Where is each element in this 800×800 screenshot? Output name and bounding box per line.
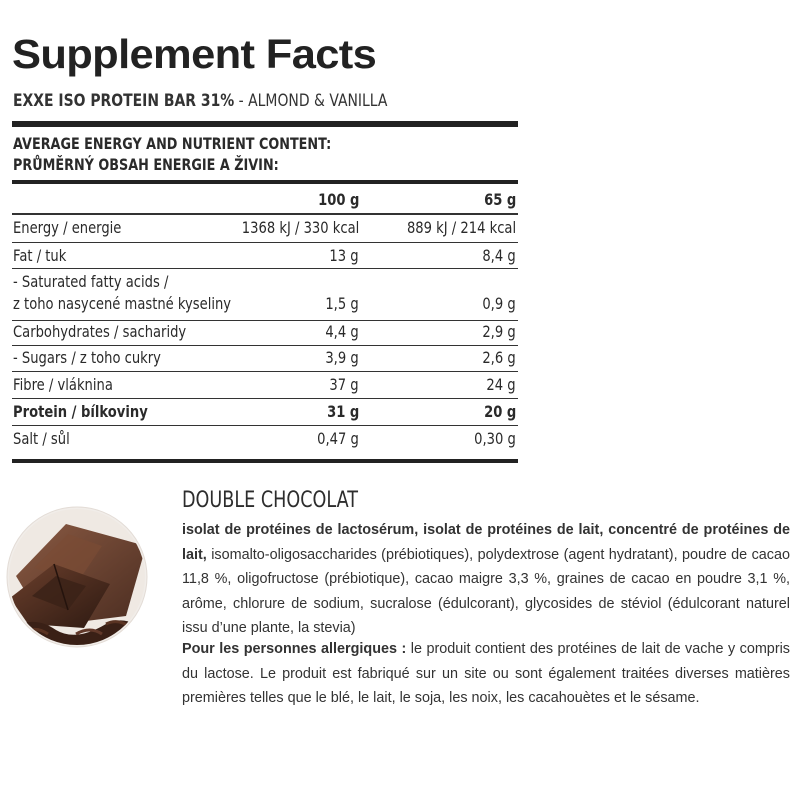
value-65g: 0,30 g bbox=[474, 429, 516, 448]
value-100g: 1368 kJ / 330 kcal bbox=[241, 218, 359, 237]
allergy-text bbox=[182, 637, 790, 711]
allergy-rest: le produit contient des protéines de lait de vache y compris du lactose. Le produit est fabriqué sur un site ou sont également traitées diverses matières premières telles que le blé, le lait, le soja, les noix, les cacahouètes et le sésame. bbox=[182, 641, 790, 706]
value-100g: 0,47 g bbox=[317, 429, 359, 448]
heading-rule bbox=[12, 180, 518, 184]
table-row bbox=[12, 218, 518, 240]
row-label: Fibre / vláknina bbox=[13, 375, 113, 394]
nutrient-heading-en: AVERAGE ENERGY AND NUTRIENT CONTENT: bbox=[13, 134, 332, 153]
row-label: Fat / tuk bbox=[13, 246, 67, 265]
value-65g: 0,9 g bbox=[482, 294, 516, 313]
row-divider bbox=[12, 345, 518, 346]
table-row bbox=[12, 272, 518, 320]
row-divider bbox=[12, 268, 518, 269]
row-divider bbox=[12, 398, 518, 399]
ingredients-text bbox=[182, 518, 790, 641]
value-65g: 2,9 g bbox=[482, 322, 516, 341]
row-label: Protein / bílkoviny bbox=[13, 402, 148, 421]
ingredients-rest: isomalto-oligosaccharides (prébiotiques), polydextrose (agent hydratant), poudre de cacao 11,8 %, oligofructose (prébiotique), cacao maigre 3,3 %, graines de cacao en poudre 3,1 %, arôme, chlorure de sodium, sucralose (édulcorant), glycosides de stéviol (édulcorant naturel issu d’une plante, la stevia) bbox=[182, 546, 790, 636]
row-label: Salt / sůl bbox=[13, 429, 70, 448]
row-label-line2: z toho nasycené mastné kyseliny bbox=[13, 294, 232, 313]
column-header-100g: 100 g bbox=[317, 190, 359, 209]
row-divider bbox=[12, 213, 518, 215]
value-100g: 4,4 g bbox=[325, 322, 359, 341]
row-label: Carbohydrates / sacharidy bbox=[13, 322, 187, 341]
supplement-facts-title: Supplement Facts bbox=[12, 31, 377, 77]
chocolate-pieces-image bbox=[6, 506, 148, 648]
column-header-65g: 65 g bbox=[483, 190, 516, 209]
row-divider bbox=[12, 425, 518, 426]
value-65g: 8,4 g bbox=[482, 246, 516, 265]
row-label: - Saturated fatty acids / bbox=[13, 272, 169, 291]
ingredients-bold: isolat de protéines de lactosérum, isolat de protéines de lait, concentré de protéines de lait, bbox=[182, 522, 790, 563]
table-row bbox=[12, 246, 518, 268]
row-label: Energy / energie bbox=[13, 218, 122, 237]
table-row bbox=[12, 402, 518, 424]
value-65g: 889 kJ / 214 kcal bbox=[406, 218, 516, 237]
value-65g: 24 g bbox=[486, 375, 516, 394]
allergy-bold: Pour les personnes allergiques : bbox=[182, 641, 407, 657]
product-variant: - ALMOND & VANILLA bbox=[234, 91, 388, 111]
table-row bbox=[12, 429, 518, 451]
top-rule bbox=[12, 121, 518, 127]
table-header-row bbox=[12, 190, 518, 212]
value-65g: 2,6 g bbox=[482, 348, 516, 367]
value-65g: 20 g bbox=[483, 402, 516, 421]
table-row bbox=[12, 348, 518, 370]
value-100g: 37 g bbox=[329, 375, 359, 394]
value-100g: 31 g bbox=[326, 402, 359, 421]
value-100g: 1,5 g bbox=[325, 294, 359, 313]
bottom-rule bbox=[12, 459, 518, 463]
product-name-bold: EXXE ISO PROTEIN BAR 31% bbox=[13, 91, 235, 111]
table-row bbox=[12, 375, 518, 397]
value-100g: 13 g bbox=[329, 246, 359, 265]
row-divider bbox=[12, 371, 518, 372]
nutrient-heading-cz: PRŮMĚRNÝ OBSAH ENERGIE A ŽIVIN: bbox=[13, 155, 279, 174]
value-100g: 3,9 g bbox=[325, 348, 359, 367]
nutrient-heading bbox=[13, 133, 331, 175]
row-divider bbox=[12, 242, 518, 243]
product-name bbox=[13, 91, 387, 111]
row-label: - Sugars / z toho cukry bbox=[13, 348, 161, 367]
flavour-title: DOUBLE CHOCOLAT bbox=[182, 488, 359, 513]
table-row bbox=[12, 322, 518, 344]
row-divider bbox=[12, 320, 518, 321]
